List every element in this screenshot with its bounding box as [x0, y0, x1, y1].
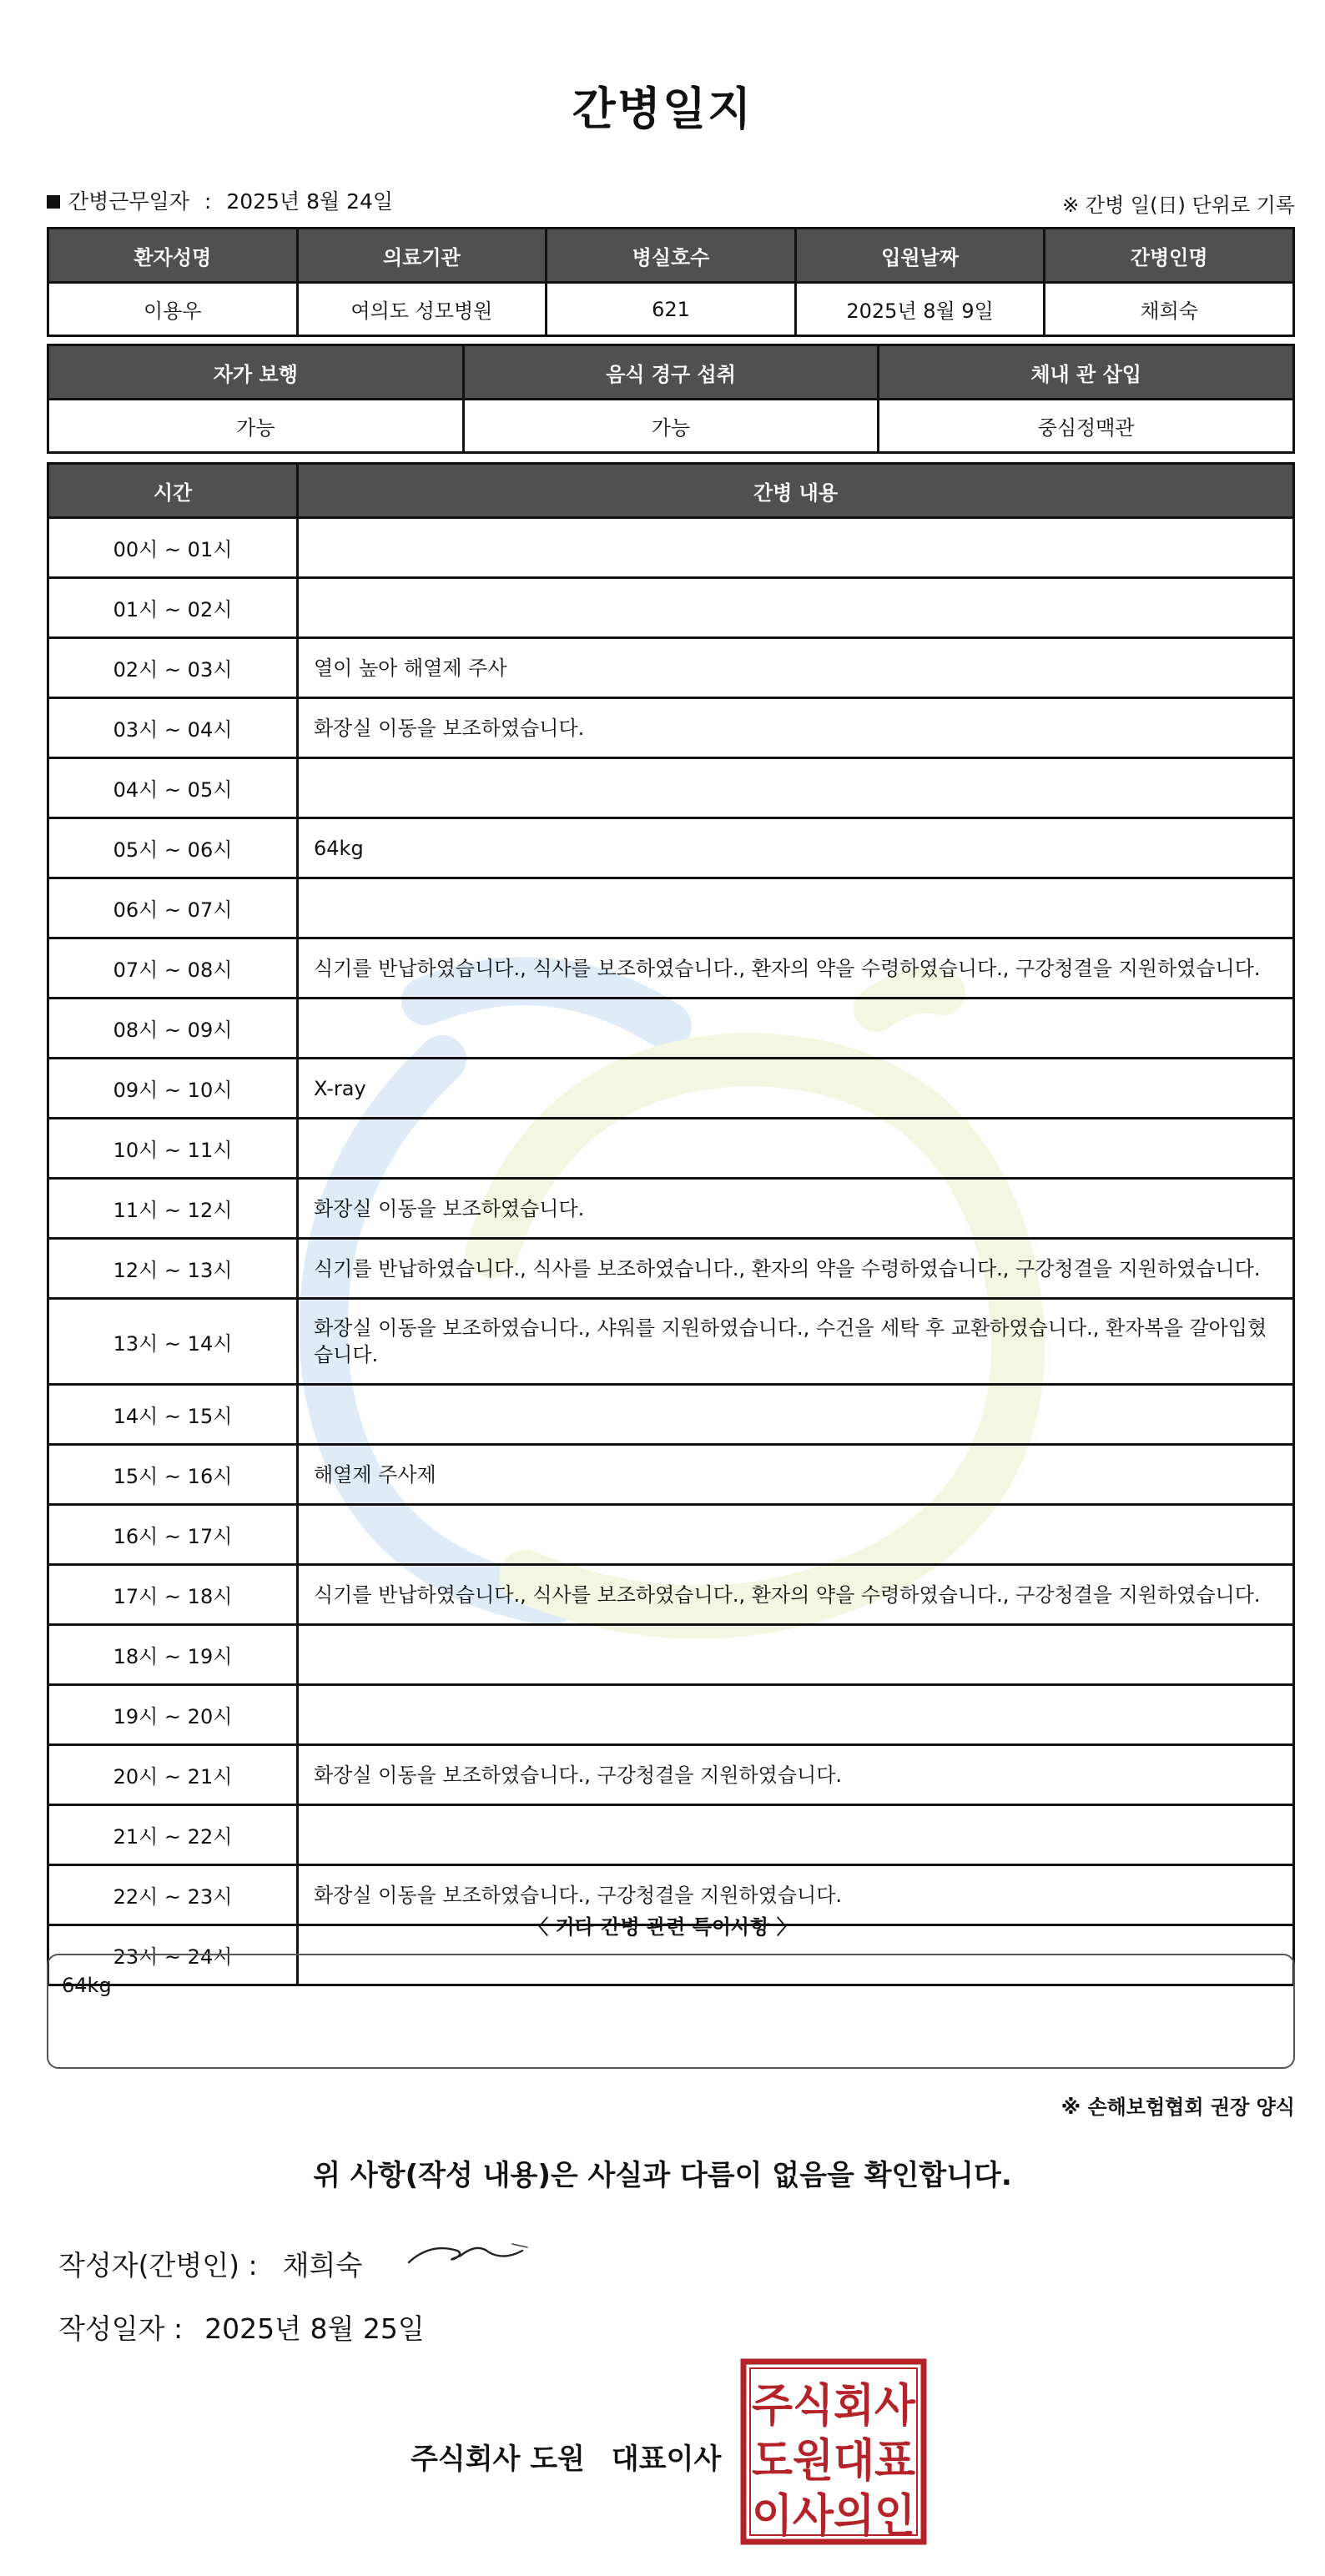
work-date-label: 간병근무일자 [68, 189, 189, 214]
table-row [48, 818, 1294, 878]
header-tube-insertion: 체내 관 삽입 [879, 345, 1294, 400]
care-content-cell: 식기를 반납하였습니다., 식사를 보조하였습니다., 환자의 약을 수령하였습니다., 구강청결을 지원하였습니다. [298, 1239, 1294, 1299]
patient-status-value-row [48, 400, 1294, 453]
time-slot-cell: 03시 ~ 04시 [48, 698, 298, 758]
care-content-cell: 화장실 이동을 보조하였습니다., 구강청결을 지원하였습니다. [298, 1745, 1294, 1805]
table-row [48, 1119, 1294, 1179]
record-unit-note: ※ 간병 일(日) 단위로 기록 [1062, 194, 1295, 217]
time-slot-cell: 10시 ~ 11시 [48, 1119, 298, 1179]
time-slot-cell: 15시 ~ 16시 [48, 1445, 298, 1505]
time-slot-cell: 01시 ~ 02시 [48, 578, 298, 638]
care-content-cell [298, 578, 1294, 638]
time-slot-cell: 07시 ~ 08시 [48, 938, 298, 999]
time-slot-cell: 12시 ~ 13시 [48, 1239, 298, 1299]
time-slot-cell: 18시 ~ 19시 [48, 1625, 298, 1685]
special-notes-text: 64kg [62, 1974, 112, 1997]
care-content-cell [298, 999, 1294, 1059]
header-care-content: 간병 내용 [298, 464, 1294, 518]
care-content-cell [298, 1685, 1294, 1745]
care-content-cell: 화장실 이동을 보조하였습니다., 샤워를 지원하였습니다., 수건을 세탁 후 교환하였습니다., 환자복을 갈아입혔습니다. [298, 1299, 1294, 1385]
notes-title: 〈 기타 간병 관련 특이사항 〉 [528, 1915, 797, 1939]
table-row [48, 999, 1294, 1059]
table-row [48, 1299, 1294, 1385]
time-slot-cell: 14시 ~ 15시 [48, 1385, 298, 1445]
table-row [48, 638, 1294, 698]
handwritten-signature [406, 2232, 531, 2271]
table-row [48, 1805, 1294, 1865]
caregiver-name-value: 채희숙 [1045, 283, 1294, 336]
table-row [48, 1059, 1294, 1119]
written-date-label: 작성일자 : [58, 2312, 184, 2345]
table-row [48, 578, 1294, 638]
written-date-line [58, 2307, 425, 2347]
care-content-cell: 화장실 이동을 보조하였습니다. [298, 698, 1294, 758]
time-slot-cell: 00시 ~ 01시 [48, 518, 298, 578]
care-content-cell: X-ray [298, 1059, 1294, 1119]
table-row [48, 1505, 1294, 1565]
care-content-cell: 열이 높아 해열제 주사 [298, 638, 1294, 698]
self-walking-value: 가능 [48, 400, 464, 453]
confirmation-statement: 위 사항(작성 내용)은 사실과 다름이 없음을 확인합니다. [313, 2159, 1012, 2192]
time-slot-cell: 22시 ~ 23시 [48, 1865, 298, 1925]
table-row [48, 1745, 1294, 1805]
company-line [411, 2436, 721, 2477]
company-name: 주식회사 도원 [411, 2443, 585, 2476]
care-content-cell: 화장실 이동을 보조하였습니다., 구강청결을 지원하였습니다. [298, 1865, 1294, 1925]
writer-label: 작성자(간병인) : [58, 2249, 258, 2282]
table-row [48, 1445, 1294, 1505]
table-row [48, 938, 1294, 999]
care-content-cell [298, 758, 1294, 818]
care-content-cell [298, 518, 1294, 578]
header-time: 시간 [48, 464, 298, 518]
header-room-number: 병실호수 [547, 229, 796, 283]
time-slot-cell: 11시 ~ 12시 [48, 1179, 298, 1239]
header-caregiver-name: 간병인명 [1045, 229, 1294, 283]
company-representative: 대표이사 [611, 2443, 722, 2476]
header-hospital: 의료기관 [297, 229, 547, 283]
oral-intake-value: 가능 [463, 400, 879, 453]
time-slot-cell: 04시 ~ 05시 [48, 758, 298, 818]
time-slot-cell: 09시 ~ 10시 [48, 1059, 298, 1119]
table-row [48, 1625, 1294, 1685]
time-slot-cell: 19시 ~ 20시 [48, 1685, 298, 1745]
company-seal-stamp [739, 2357, 928, 2546]
care-content-cell [298, 878, 1294, 938]
written-date-value: 2025년 8월 25일 [204, 2312, 425, 2345]
patient-info-header-row [48, 229, 1294, 283]
patient-info-value-row [48, 283, 1294, 336]
writer-name: 채희숙 [282, 2249, 363, 2282]
table-row [48, 1179, 1294, 1239]
care-content-cell: 식기를 반납하였습니다., 식사를 보조하였습니다., 환자의 약을 수령하였습니다., 구강청결을 지원하였습니다. [298, 938, 1294, 999]
header-patient-name: 환자성명 [48, 229, 298, 283]
time-slot-cell: 23시 ~ 24시 [48, 1925, 298, 1985]
table-row [48, 1385, 1294, 1445]
care-content-cell: 64kg [298, 818, 1294, 878]
care-content-cell: 해열제 주사제 [298, 1445, 1294, 1505]
time-slot-cell: 08시 ~ 09시 [48, 999, 298, 1059]
care-content-cell [298, 1119, 1294, 1179]
time-slot-cell: 06시 ~ 07시 [48, 878, 298, 938]
table-row [48, 1565, 1294, 1625]
patient-info-table [47, 227, 1295, 337]
care-content-cell: 화장실 이동을 보조하였습니다. [298, 1179, 1294, 1239]
page-title: 간병일지 [572, 83, 753, 135]
seal-text-line-3: 이사의인 [752, 2489, 915, 2542]
work-date-line [47, 185, 393, 215]
table-row [48, 698, 1294, 758]
time-slot-cell: 02시 ~ 03시 [48, 638, 298, 698]
work-date-separator: : [204, 189, 212, 214]
writer-line [58, 2244, 362, 2283]
patient-status-table [47, 344, 1295, 454]
care-log-table [47, 462, 1295, 1986]
hospital-value: 여의도 성모병원 [297, 283, 547, 336]
table-row [48, 758, 1294, 818]
seal-text-line-2: 도원대표 [752, 2434, 915, 2487]
care-content-cell [298, 1805, 1294, 1865]
table-row [48, 1239, 1294, 1299]
care-content-cell [298, 1505, 1294, 1565]
work-date-value: 2025년 8월 24일 [226, 189, 394, 214]
care-log-body [48, 518, 1294, 1985]
header-self-walking: 자가 보행 [48, 345, 464, 400]
admission-date-value: 2025년 8월 9일 [795, 283, 1045, 336]
time-slot-cell: 16시 ~ 17시 [48, 1505, 298, 1565]
care-content-cell: 식기를 반납하였습니다., 식사를 보조하였습니다., 환자의 약을 수령하였습니다., 구강청결을 지원하였습니다. [298, 1565, 1294, 1625]
seal-text-line-1: 주식회사 [752, 2379, 916, 2432]
care-content-cell [298, 1385, 1294, 1445]
care-log-header-row [48, 464, 1294, 518]
time-slot-cell: 05시 ~ 06시 [48, 818, 298, 878]
patient-status-header-row [48, 345, 1294, 400]
time-slot-cell: 13시 ~ 14시 [48, 1299, 298, 1385]
header-admission-date: 입원날짜 [795, 229, 1045, 283]
patient-name-value: 이용우 [48, 283, 298, 336]
time-slot-cell: 20시 ~ 21시 [48, 1745, 298, 1805]
care-content-cell [298, 1625, 1294, 1685]
time-slot-cell: 17시 ~ 18시 [48, 1565, 298, 1625]
form-source-note: ※ 손해보험협회 권장 양식 [1061, 2096, 1295, 2119]
time-slot-cell: 21시 ~ 22시 [48, 1805, 298, 1865]
tube-insertion-value: 중심정맥관 [879, 400, 1294, 453]
table-row [48, 1685, 1294, 1745]
square-bullet-icon [47, 195, 60, 209]
header-oral-intake: 음식 경구 섭취 [463, 345, 879, 400]
room-number-value: 621 [547, 283, 796, 336]
table-row [48, 518, 1294, 578]
special-notes-box [47, 1954, 1295, 2069]
table-row [48, 878, 1294, 938]
